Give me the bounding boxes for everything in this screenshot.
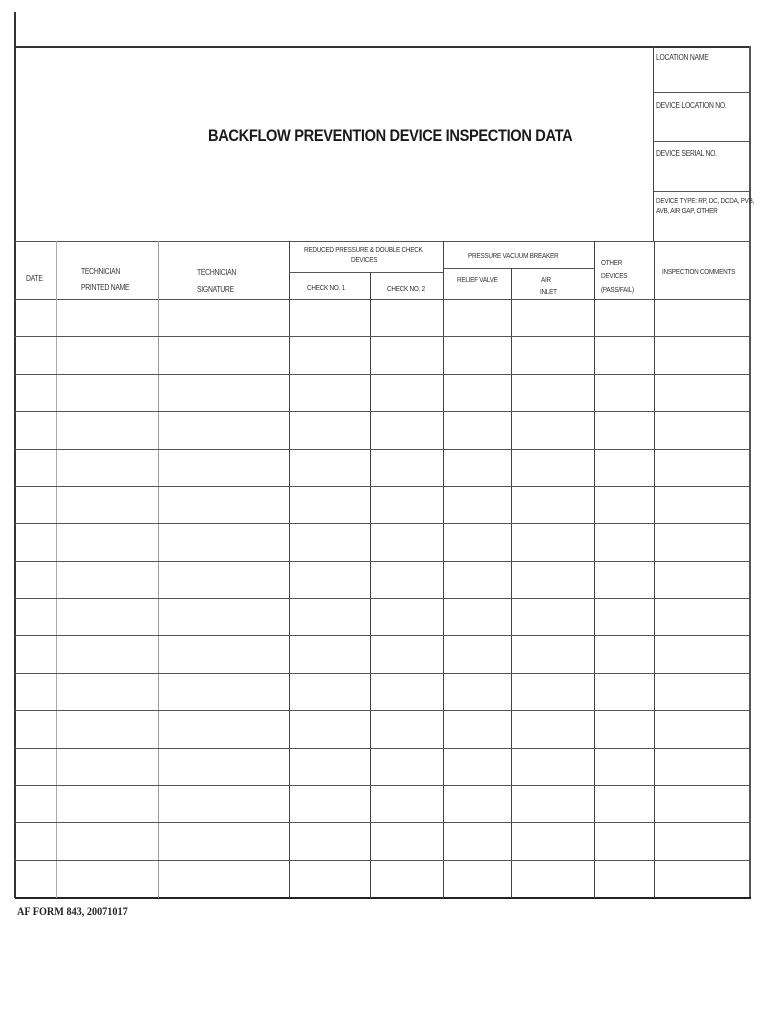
check-1-cell[interactable] <box>290 674 369 709</box>
other-devices-cell[interactable] <box>595 337 653 372</box>
date-cell[interactable] <box>16 823 55 858</box>
date-cell[interactable] <box>16 300 55 335</box>
tech-signature-cell[interactable] <box>159 412 288 447</box>
tech-signature-cell[interactable] <box>159 636 288 671</box>
device-type-label-line2: AVB, AIR GAP, OTHER <box>656 206 718 215</box>
tech-signature-cell[interactable] <box>159 674 288 709</box>
table-row <box>15 710 750 747</box>
relief-valve-cell[interactable] <box>444 674 510 709</box>
air-inlet-cell[interactable] <box>512 375 593 410</box>
date-cell[interactable] <box>16 524 55 559</box>
check-1-cell[interactable] <box>290 450 369 485</box>
device-serial-no-field[interactable] <box>654 142 749 191</box>
form-title: BACKFLOW PREVENTION DEVICE INSPECTION DATA <box>208 126 573 145</box>
table-row <box>15 411 750 448</box>
table-row <box>15 748 750 785</box>
relief-valve-cell[interactable] <box>444 300 510 335</box>
table-row <box>15 336 750 373</box>
table-row <box>15 299 750 336</box>
check-2-cell[interactable] <box>371 711 442 746</box>
header-air-inlet-1: AIR <box>541 275 551 284</box>
check-1-cell[interactable] <box>290 749 369 784</box>
air-inlet-cell[interactable] <box>512 861 593 896</box>
relief-valve-cell[interactable] <box>444 412 510 447</box>
relief-valve-cell[interactable] <box>444 450 510 485</box>
comments-cell[interactable] <box>655 562 749 597</box>
form-number-footer: AF FORM 843, 20071017 <box>17 904 128 918</box>
form-bottom-border <box>15 897 751 899</box>
comments-cell[interactable] <box>655 487 749 522</box>
other-devices-cell[interactable] <box>595 487 653 522</box>
relief-valve-cell[interactable] <box>444 487 510 522</box>
header-air-inlet-2: INLET <box>540 287 557 296</box>
check-1-cell[interactable] <box>290 599 369 634</box>
header-date: DATE <box>26 274 43 283</box>
other-devices-cell[interactable] <box>595 375 653 410</box>
header-check1: CHECK NO. 1 <box>307 283 345 292</box>
tech-signature-cell[interactable] <box>159 450 288 485</box>
tech-name-cell[interactable] <box>57 786 157 821</box>
other-devices-cell[interactable] <box>595 861 653 896</box>
header-tech-name-1: TECHNICIAN <box>81 267 121 276</box>
check-2-cell[interactable] <box>371 599 442 634</box>
tech-name-cell[interactable] <box>57 562 157 597</box>
relief-valve-cell[interactable] <box>444 861 510 896</box>
location-name-field[interactable] <box>654 47 749 92</box>
tech-name-cell[interactable] <box>57 674 157 709</box>
other-devices-cell[interactable] <box>595 749 653 784</box>
check-1-cell[interactable] <box>290 823 369 858</box>
device-location-no-field[interactable] <box>654 93 749 141</box>
relief-valve-cell[interactable] <box>444 749 510 784</box>
relief-valve-cell[interactable] <box>444 823 510 858</box>
tech-name-cell[interactable] <box>57 375 157 410</box>
header-other-1: OTHER <box>601 258 623 267</box>
other-devices-cell[interactable] <box>595 450 653 485</box>
check-1-cell[interactable] <box>290 861 369 896</box>
relief-valve-cell[interactable] <box>444 337 510 372</box>
comments-cell[interactable] <box>655 674 749 709</box>
header-other-2: DEVICES <box>601 271 628 280</box>
tech-signature-cell[interactable] <box>159 337 288 372</box>
header-check2: CHECK NO. 2 <box>387 284 425 293</box>
table-row <box>15 860 750 897</box>
header-tech-sig-1: TECHNICIAN <box>197 268 237 277</box>
tech-signature-cell[interactable] <box>159 749 288 784</box>
relief-valve-cell[interactable] <box>444 599 510 634</box>
tech-signature-cell[interactable] <box>159 786 288 821</box>
comments-cell[interactable] <box>655 711 749 746</box>
check-2-cell[interactable] <box>371 524 442 559</box>
tech-name-cell[interactable] <box>57 337 157 372</box>
other-devices-cell[interactable] <box>595 300 653 335</box>
air-inlet-cell[interactable] <box>512 412 593 447</box>
tech-name-cell[interactable] <box>57 823 157 858</box>
check-2-cell[interactable] <box>371 674 442 709</box>
header-relief-valve: RELIEF VALVE <box>457 275 498 284</box>
air-inlet-cell[interactable] <box>512 636 593 671</box>
check-1-cell[interactable] <box>290 300 369 335</box>
device-type-field[interactable] <box>654 192 755 241</box>
tech-name-cell[interactable] <box>57 450 157 485</box>
table-row <box>15 449 750 486</box>
tech-signature-cell[interactable] <box>159 711 288 746</box>
check-1-cell[interactable] <box>290 636 369 671</box>
tech-name-cell[interactable] <box>57 412 157 447</box>
comments-cell[interactable] <box>655 450 749 485</box>
table-row <box>15 673 750 710</box>
check-1-cell[interactable] <box>290 562 369 597</box>
date-cell[interactable] <box>16 636 55 671</box>
header-pvb-group: PRESSURE VACUUM BREAKER <box>468 251 559 260</box>
check-1-cell[interactable] <box>290 375 369 410</box>
check-2-cell[interactable] <box>371 786 442 821</box>
comments-cell[interactable] <box>655 599 749 634</box>
check-2-cell[interactable] <box>371 823 442 858</box>
check-1-cell[interactable] <box>290 412 369 447</box>
relief-valve-cell[interactable] <box>444 524 510 559</box>
date-cell[interactable] <box>16 861 55 896</box>
tech-name-cell[interactable] <box>57 861 157 896</box>
tech-signature-cell[interactable] <box>159 562 288 597</box>
tech-name-cell[interactable] <box>57 636 157 671</box>
air-inlet-cell[interactable] <box>512 487 593 522</box>
comments-cell[interactable] <box>655 823 749 858</box>
comments-cell[interactable] <box>655 749 749 784</box>
check-2-cell[interactable] <box>371 861 442 896</box>
check-2-cell[interactable] <box>371 412 442 447</box>
check-1-cell[interactable] <box>290 487 369 522</box>
other-devices-cell[interactable] <box>595 674 653 709</box>
check-2-cell[interactable] <box>371 450 442 485</box>
tech-signature-cell[interactable] <box>159 823 288 858</box>
form-top-border <box>15 46 751 48</box>
tech-signature-cell[interactable] <box>159 599 288 634</box>
device-location-no-label: DEVICE LOCATION NO. <box>656 101 727 110</box>
relief-valve-cell[interactable] <box>444 562 510 597</box>
air-inlet-cell[interactable] <box>512 599 593 634</box>
other-devices-cell[interactable] <box>595 636 653 671</box>
comments-cell[interactable] <box>655 786 749 821</box>
tech-name-cell[interactable] <box>57 300 157 335</box>
date-cell[interactable] <box>16 599 55 634</box>
check-1-cell[interactable] <box>290 711 369 746</box>
check-2-cell[interactable] <box>371 375 442 410</box>
check-2-cell[interactable] <box>371 300 442 335</box>
table-row <box>15 822 750 859</box>
tech-name-cell[interactable] <box>57 749 157 784</box>
other-devices-cell[interactable] <box>595 599 653 634</box>
air-inlet-cell[interactable] <box>512 711 593 746</box>
air-inlet-cell[interactable] <box>512 337 593 372</box>
subheader-line-pvb <box>443 268 594 269</box>
relief-valve-cell[interactable] <box>444 711 510 746</box>
header-comments: INSPECTION COMMENTS <box>662 267 736 276</box>
table-row <box>15 561 750 598</box>
device-type-label-line1: DEVICE TYPE: RP, DC, DCDA, PVB, <box>656 196 755 205</box>
date-cell[interactable] <box>16 412 55 447</box>
date-cell[interactable] <box>16 562 55 597</box>
device-serial-no-label: DEVICE SERIAL NO. <box>656 149 717 158</box>
check-2-cell[interactable] <box>371 562 442 597</box>
comments-cell[interactable] <box>655 412 749 447</box>
comments-cell[interactable] <box>655 375 749 410</box>
air-inlet-cell[interactable] <box>512 562 593 597</box>
other-devices-cell[interactable] <box>595 412 653 447</box>
air-inlet-cell[interactable] <box>512 786 593 821</box>
date-cell[interactable] <box>16 749 55 784</box>
other-devices-cell[interactable] <box>595 823 653 858</box>
table-row <box>15 785 750 822</box>
table-row <box>15 635 750 672</box>
tech-name-cell[interactable] <box>57 524 157 559</box>
header-rp-group-1: REDUCED PRESSURE & DOUBLE CHECK <box>304 245 423 254</box>
comments-cell[interactable] <box>655 524 749 559</box>
air-inlet-cell[interactable] <box>512 749 593 784</box>
date-cell[interactable] <box>16 711 55 746</box>
subheader-line-rp <box>289 272 443 273</box>
check-2-cell[interactable] <box>371 487 442 522</box>
table-row <box>15 598 750 635</box>
date-cell[interactable] <box>16 487 55 522</box>
check-1-cell[interactable] <box>290 524 369 559</box>
tech-name-cell[interactable] <box>57 711 157 746</box>
date-cell[interactable] <box>16 786 55 821</box>
date-cell[interactable] <box>16 450 55 485</box>
air-inlet-cell[interactable] <box>512 450 593 485</box>
table-row <box>15 486 750 523</box>
comments-cell[interactable] <box>655 861 749 896</box>
other-devices-cell[interactable] <box>595 562 653 597</box>
table-row <box>15 523 750 560</box>
table-header-top-border <box>15 241 751 242</box>
other-devices-cell[interactable] <box>595 786 653 821</box>
tech-name-cell[interactable] <box>57 599 157 634</box>
other-devices-cell[interactable] <box>595 524 653 559</box>
relief-valve-cell[interactable] <box>444 636 510 671</box>
check-2-cell[interactable] <box>371 337 442 372</box>
location-name-label: LOCATION NAME <box>656 53 709 62</box>
header-tech-sig-2: SIGNATURE <box>197 285 234 294</box>
other-devices-cell[interactable] <box>595 711 653 746</box>
tech-signature-cell[interactable] <box>159 487 288 522</box>
header-other-3: (PASS/FAIL) <box>601 285 634 294</box>
air-inlet-cell[interactable] <box>512 674 593 709</box>
header-rp-group-2: DEVICES <box>351 255 378 264</box>
check-2-cell[interactable] <box>371 636 442 671</box>
date-cell[interactable] <box>16 674 55 709</box>
header-tech-name-2: PRINTED NAME <box>81 283 130 292</box>
air-inlet-cell[interactable] <box>512 823 593 858</box>
air-inlet-cell[interactable] <box>512 524 593 559</box>
tech-signature-cell[interactable] <box>159 300 288 335</box>
table-row <box>15 374 750 411</box>
date-cell[interactable] <box>16 375 55 410</box>
date-cell[interactable] <box>16 337 55 372</box>
check-2-cell[interactable] <box>371 749 442 784</box>
tech-signature-cell[interactable] <box>159 524 288 559</box>
tech-signature-cell[interactable] <box>159 861 288 896</box>
comments-cell[interactable] <box>655 636 749 671</box>
check-1-cell[interactable] <box>290 786 369 821</box>
relief-valve-cell[interactable] <box>444 786 510 821</box>
relief-valve-cell[interactable] <box>444 375 510 410</box>
comments-cell[interactable] <box>655 300 749 335</box>
tech-signature-cell[interactable] <box>159 375 288 410</box>
check-1-cell[interactable] <box>290 337 369 372</box>
comments-cell[interactable] <box>655 337 749 372</box>
air-inlet-cell[interactable] <box>512 300 593 335</box>
tech-name-cell[interactable] <box>57 487 157 522</box>
